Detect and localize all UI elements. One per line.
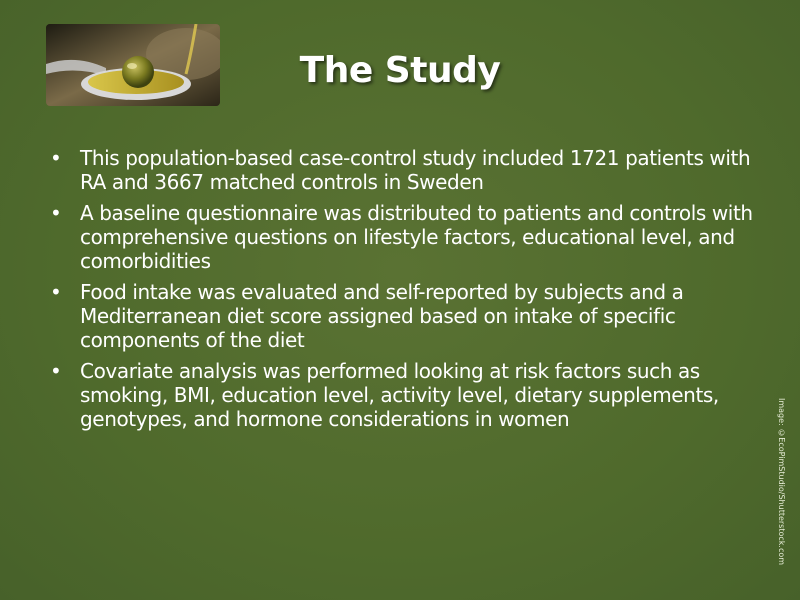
bullet-item-study-design (48, 146, 753, 194)
image-credit: Image: ©EcoPimStudio/Shutterstock.com (777, 398, 786, 566)
bullet-list (48, 146, 753, 438)
bullet-icon: • (50, 146, 62, 170)
bullet-item-covariate-analysis (48, 359, 753, 431)
bullet-item-food-intake (48, 280, 753, 352)
bullet-text: Food intake was evaluated and self-reported by subjects and a Mediterranean diet score assigned based on intake of specific components of the diet (80, 280, 684, 352)
bullet-icon: • (50, 280, 62, 304)
bullet-icon: • (50, 201, 62, 225)
bullet-text: Covariate analysis was performed looking at risk factors such as smoking, BMI, education level, activity level, dietary supplements, genotypes, and hormone considerations in women (80, 359, 719, 431)
bullet-item-questionnaire (48, 201, 753, 273)
bullet-text: A baseline questionnaire was distributed to patients and controls with comprehensive questions on lifestyle factors, educational level, and comorbidities (80, 201, 753, 273)
bullet-text: This population-based case-control study included 1721 patients with RA and 3667 matched controls in Sweden (80, 146, 751, 194)
bullet-icon: • (50, 359, 62, 383)
slide-title: The Study (299, 50, 501, 91)
